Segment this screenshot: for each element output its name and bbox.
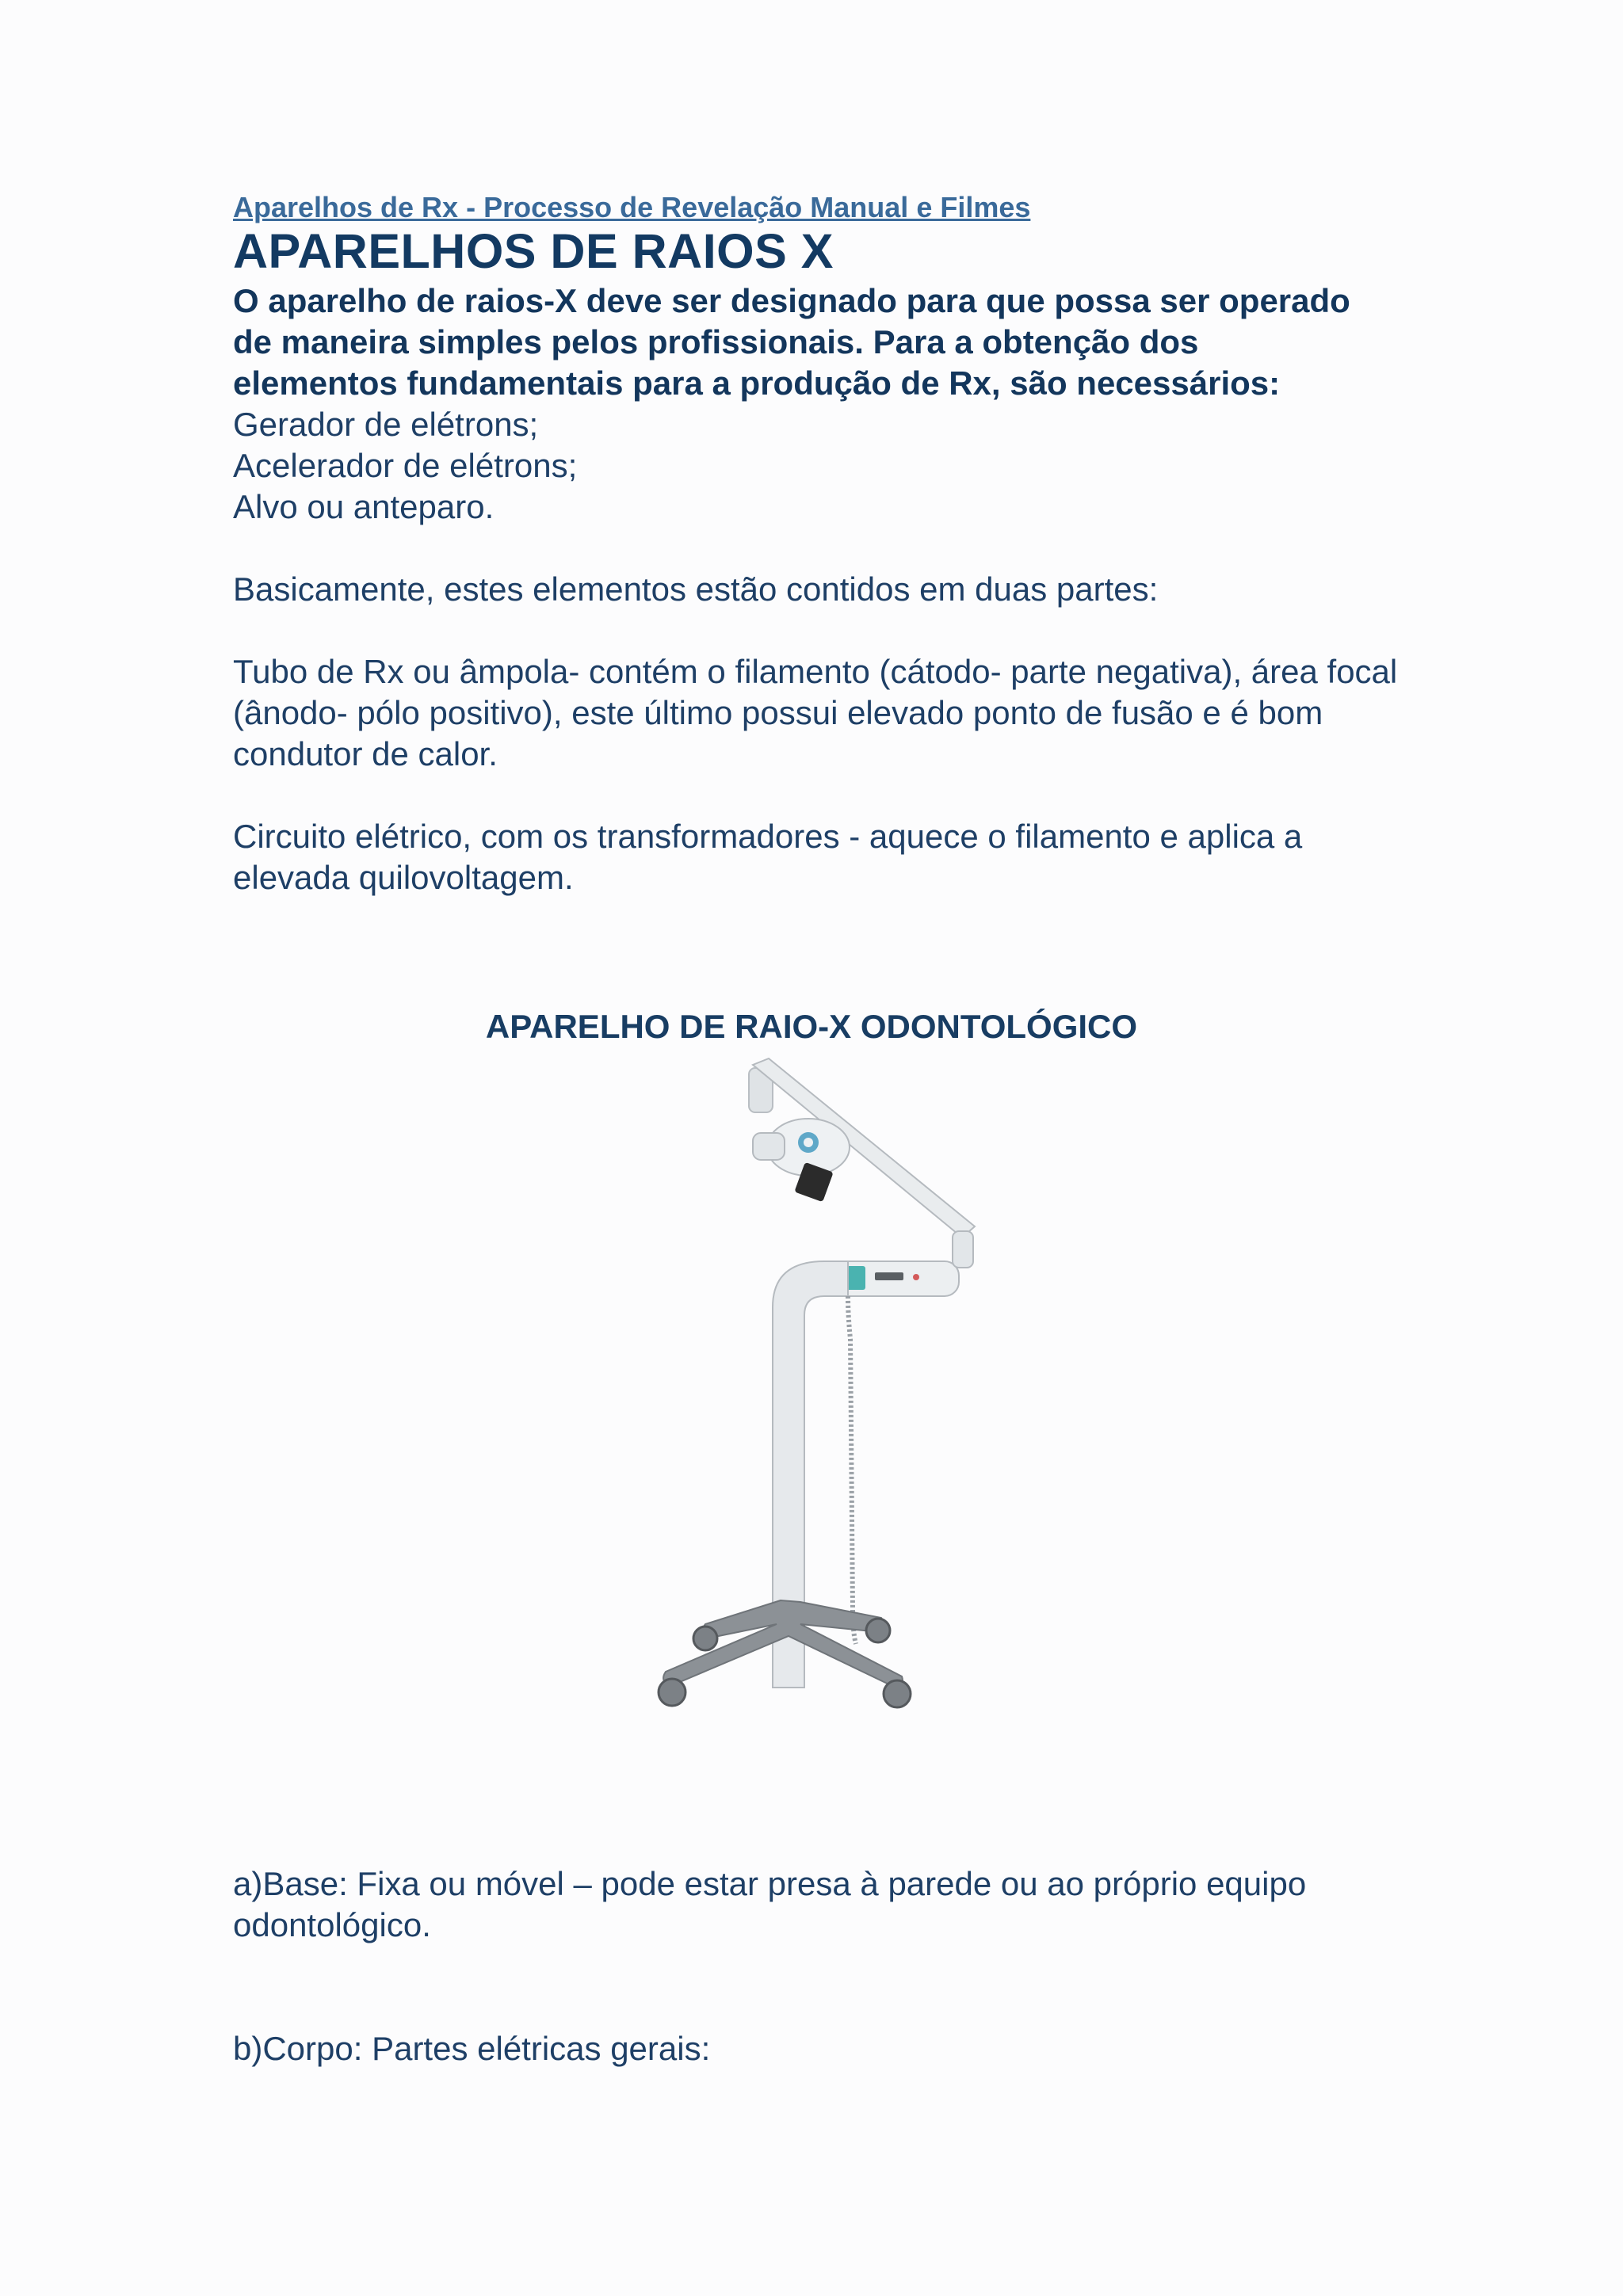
paragraph-basically: Basicamente, estes elementos estão contidos em duas partes: <box>233 570 1159 608</box>
document-link-title[interactable]: Aparelhos de Rx - Processo de Revelação Manual e Filmes <box>233 191 1031 223</box>
paragraph-tube: Tubo de Rx ou âmpola- contém o filamento (cátodo- parte negativa), área focal (ânodo- pólo positivo), este último possui elevado ponto de fusão e é bom condutor de calor. <box>233 653 1398 772</box>
dental-xray-machine-figure <box>610 1054 1006 1711</box>
wheel <box>866 1619 890 1642</box>
paragraph-base: a)Base: Fixa ou móvel – pode estar presa à parede ou ao próprio equipo odontológico. <box>233 1865 1307 1943</box>
wheel <box>659 1679 685 1706</box>
coiled-cable <box>848 1296 856 1644</box>
list-item: Acelerador de elétrons; <box>233 447 578 484</box>
paragraph-circuit: Circuito elétrico, com os transformadores - aquece o filamento e aplica a elevada quilovoltagem. <box>233 818 1303 896</box>
intro-paragraph: O aparelho de raios-X deve ser designado para que possa ser operado de maneira simples pelos profissionais. Para a obtenção dos elementos fundamentais para a produção de Rx, são necessários: <box>233 282 1350 402</box>
arm-end-joint <box>953 1231 973 1268</box>
section-heading: APARELHO DE RAIO-X ODONTOLÓGICO <box>485 1008 1138 1045</box>
list-item: Alvo ou anteparo. <box>233 488 495 525</box>
main-heading: APARELHOS DE RAIOS X <box>233 224 834 278</box>
wheel <box>884 1680 911 1707</box>
required-elements-list <box>233 404 1422 528</box>
paragraph-body: b)Corpo: Partes elétricas gerais: <box>233 2030 711 2067</box>
content-column <box>233 190 1422 898</box>
wheel <box>693 1627 717 1650</box>
tube-head-joint <box>753 1133 785 1160</box>
dental-xray-machine-icon <box>610 1054 1006 1711</box>
list-item: Gerador de elétrons; <box>233 406 539 443</box>
